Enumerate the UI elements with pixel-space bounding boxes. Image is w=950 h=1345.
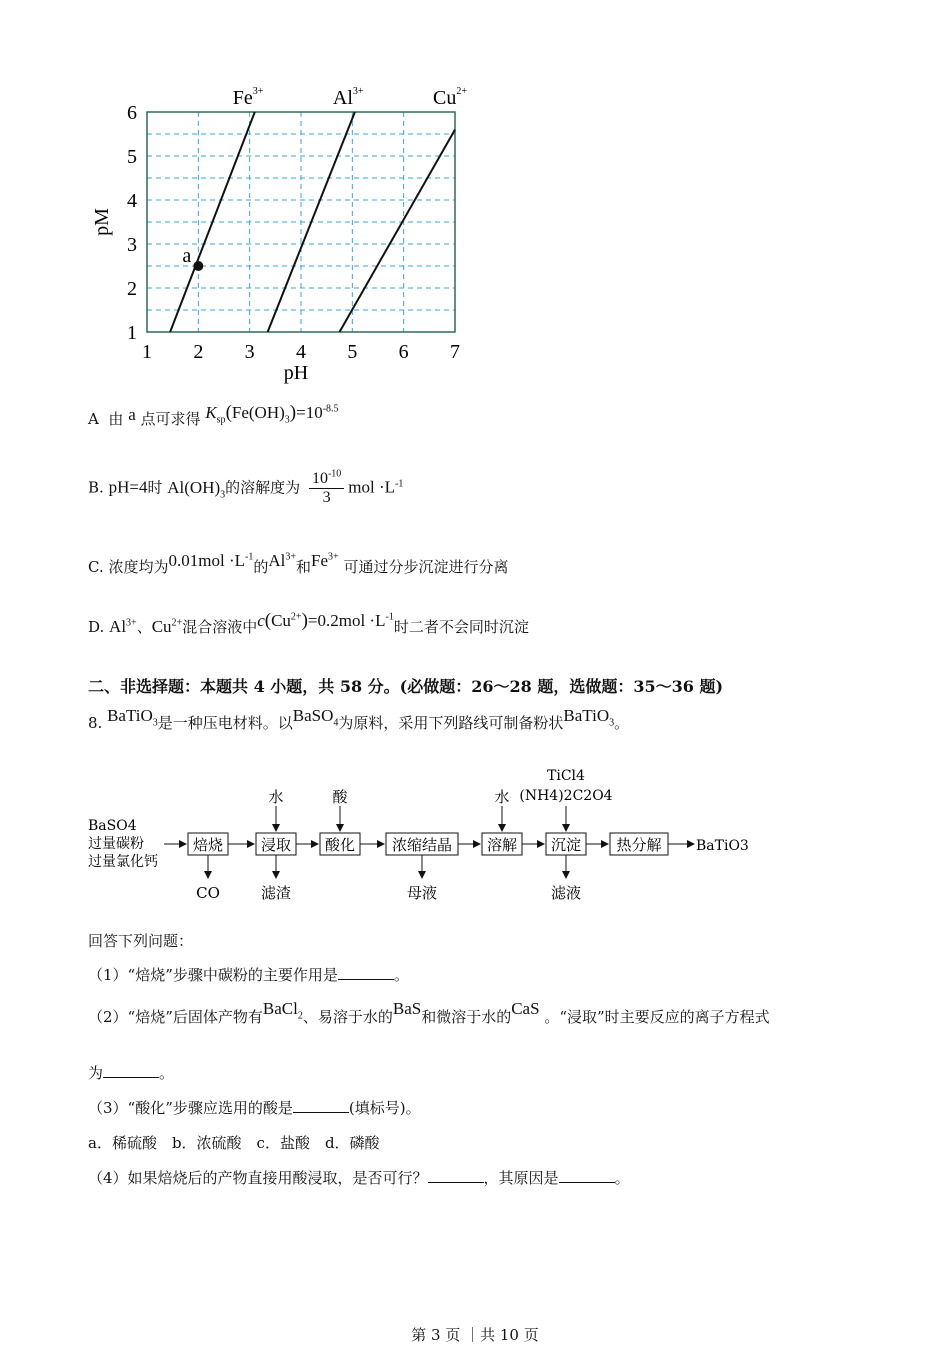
option-d-sep: 、 [136, 618, 152, 636]
option-d-cu2: Cu [271, 611, 291, 630]
option-d-cu [152, 617, 182, 636]
q8-formula-baso4 [292, 706, 339, 729]
series-label-cu: $Cu^{2+}$ [433, 86, 467, 109]
flow-out-filtrate: 滤液 [550, 884, 582, 902]
flow-product: BaTiO3 [696, 838, 749, 854]
flow-step-leach [256, 833, 296, 855]
q8-f2s: 4 [333, 717, 339, 729]
option-c-text2: 的 [253, 558, 269, 576]
page-footer: 第 3 页 ｜共 10 页 [411, 1326, 539, 1344]
q2-text-d: 。“浸取”时主要反应的离子方程式 [544, 1008, 770, 1026]
flow-step-acidify [320, 833, 360, 855]
flow-step-dissolve [482, 833, 522, 855]
option-c-fe [311, 551, 339, 570]
q2-end: 。 [159, 1064, 175, 1082]
option-a-sub3: 3 [284, 414, 290, 426]
option-d-text2: 时二者不会同时沉淀 [393, 618, 529, 636]
q2-text-c: 和微溶于水的 [421, 1008, 512, 1026]
option-c-alc: 3+ [285, 551, 297, 563]
flow-top-acid: 酸 [332, 788, 348, 806]
svg-text:焙烧: 焙烧 [192, 836, 224, 854]
option-b-text1: 时 [147, 478, 163, 497]
question-2-cont [88, 1062, 174, 1083]
question-2 [88, 999, 770, 1027]
option-b-formula [167, 477, 226, 500]
question-3 [88, 1097, 421, 1118]
q2-text-a: （2）“焙烧”后固体产物有 [88, 1008, 263, 1026]
flow-step-roast [188, 833, 228, 855]
option-b-sub3: 3 [220, 488, 226, 500]
option-d-cu2c: 2+ [290, 611, 302, 623]
option-d-alc: 3+ [126, 617, 137, 629]
q4-answer-blank-1[interactable] [428, 1168, 484, 1183]
option-d-cu-text: Cu [151, 617, 172, 636]
option-a-point: a [128, 405, 136, 424]
svg-text:热分解: 热分解 [616, 836, 662, 854]
ph-pm-chart [80, 75, 520, 395]
annotation-label-a: a [182, 245, 192, 267]
q8-f1s: 3 [152, 717, 158, 729]
flow-step-decompose [610, 833, 668, 855]
q1-end: 。 [393, 966, 409, 984]
flow-input-cacl2: 过量氯化钙 [88, 854, 158, 870]
q8-text2: 为原料，采用下列路线可制备粉状 [338, 714, 564, 732]
option-a-sp: sp [216, 414, 226, 426]
option-b [88, 470, 403, 507]
y-tick-label: 4 [127, 190, 137, 212]
option-d-c: c [257, 611, 265, 630]
q2-text-b: 、易溶于水的 [302, 1008, 393, 1026]
option-b-den: 3 [322, 489, 331, 506]
flow-out-co: CO [196, 884, 220, 902]
option-b-unitexp: -1 [395, 478, 404, 490]
option-b-eq4: =4 [129, 477, 148, 497]
option-b-numexp: -10 [327, 468, 342, 480]
option-d-cuc: 2+ [171, 617, 183, 629]
svg-text:浓缩结晶: 浓缩结晶 [391, 836, 453, 854]
x-tick-label: 3 [244, 341, 255, 363]
option-a [88, 402, 339, 430]
option-d-al [109, 617, 137, 636]
x-tick-label: 2 [193, 341, 204, 363]
option-c-conc [169, 551, 254, 570]
chart-annotations [182, 245, 203, 271]
flow-input-carbon: 过量碳粉 [88, 836, 144, 852]
q8-number: 8. [88, 714, 103, 732]
q8-text1: 是一种压电材料。以 [157, 714, 293, 732]
q4-text: （4）如果焙烧后的产物直接用酸浸取，是否可行？ [88, 1169, 428, 1187]
x-tick-label: 1 [142, 341, 152, 363]
option-c-concexp: -1 [245, 551, 254, 563]
section-title: 二、非选择题：本题共 4 小题，共 58 分。(必做题：26～28 题，选做题：35～36 题) [88, 677, 724, 696]
option-a-k: K [205, 403, 217, 422]
flow-out-residue: 滤渣 [260, 884, 292, 902]
question-1 [88, 964, 409, 985]
option-a-prefix: A [88, 410, 99, 428]
svg-text:沉淀: 沉淀 [550, 836, 582, 854]
option-b-aloh: Al(OH) [167, 477, 221, 497]
question-4 [88, 1167, 630, 1188]
svg-text:浸取: 浸取 [260, 836, 292, 854]
option-c-prefix: C. [88, 558, 104, 576]
option-c-text3: 和 [296, 558, 312, 576]
q4-mid: ，其原因是 [483, 1169, 559, 1187]
series-label-fe: $Fe^{3+}$ [232, 86, 264, 109]
x-tick-label: 7 [450, 341, 460, 363]
q3-text: （3）“酸化”步骤应选用的酸是 [88, 1099, 293, 1117]
option-b-num: 10 [311, 470, 328, 487]
series-line-al [268, 112, 355, 332]
q8-f2: BaSO [292, 706, 334, 725]
option-d [88, 610, 529, 638]
q8-f3: BaTiO [563, 706, 610, 725]
chart-grid [147, 112, 455, 332]
q8-formula-batio3-2 [563, 706, 615, 729]
series-line-fe [170, 112, 255, 332]
option-d-eqexp: -1 [385, 611, 394, 623]
option-c-fec: 3+ [328, 551, 339, 563]
y-axis-label: pM [91, 208, 113, 236]
q8-f3s: 3 [609, 717, 615, 729]
option-b-fraction [309, 470, 344, 507]
series-label-al: $Al^{3+}$ [332, 86, 364, 109]
q2-f1: BaCl [262, 999, 298, 1018]
q2-text-e: 为 [88, 1064, 104, 1082]
y-tick-label: 1 [127, 322, 137, 344]
q2-f1s: 2 [297, 1010, 303, 1022]
option-a-text: 由 [108, 410, 124, 428]
q4-answer-blank-2[interactable] [559, 1168, 615, 1183]
y-tick-label: 6 [127, 102, 137, 124]
q2-formula-bas: BaS [392, 999, 422, 1018]
flow-step-precipitate [546, 833, 586, 855]
option-a-eq: =10 [296, 403, 323, 422]
option-c-text4: 可通过分步沉淀进行分离 [343, 558, 509, 576]
q1-text: （1）“焙烧”步骤中碳粉的主要作用是 [88, 966, 338, 984]
svg-text:酸化: 酸化 [324, 836, 356, 854]
flow-top-water-2: 水 [494, 788, 510, 806]
chart-series-labels [233, 86, 468, 109]
option-d-text1: 混合溶液中 [182, 618, 258, 636]
q2-formula-bacl2 [262, 999, 303, 1022]
option-c-al [268, 551, 296, 570]
option-c-conc-text: 0.01mol ·L [168, 551, 246, 570]
x-tick-label: 5 [347, 341, 358, 363]
y-tick-label: 2 [127, 278, 137, 300]
flow-out-mother-liquor: 母液 [406, 884, 438, 902]
q3-end: (填标号)。 [348, 1099, 421, 1117]
option-d-al-text: Al [109, 617, 127, 636]
option-b-prefix: B. [88, 478, 104, 497]
question-8-stem [88, 706, 630, 733]
option-c-al-text: Al [268, 551, 286, 570]
option-b-ph: pH [108, 477, 130, 497]
option-d-formula: $c(Cu^{2+})=0.2mol \cdot L^{-1}$ [257, 610, 394, 631]
chart-ticks [127, 102, 460, 363]
x-tick-label: 4 [296, 341, 306, 363]
questions-intro: 回答下列问题： [88, 932, 194, 950]
x-tick-label: 6 [398, 341, 409, 363]
option-a-formula: $K_{sp}(Fe(OH)_3)=10^{-8.5}$ [205, 402, 339, 426]
option-a-text2: 点可求得 [140, 410, 201, 428]
series-line-cu [340, 130, 456, 332]
option-a-feoh: Fe(OH) [231, 403, 285, 422]
q3-answer-blank[interactable] [293, 1098, 349, 1113]
flow-top-water-1: 水 [268, 788, 284, 806]
q8-formula-batio3 [107, 706, 158, 729]
q8-f1: BaTiO [107, 706, 153, 725]
annotation-point-a [193, 261, 203, 271]
option-c-fe-text: Fe [311, 551, 329, 570]
q4-end: 。 [614, 1169, 630, 1187]
flow-top-ticl4: TiCl4 [547, 768, 585, 784]
option-d-prefix: D. [88, 618, 105, 636]
flow-input-baso4: BaSO4 [88, 818, 137, 834]
flow-step-concentrate [386, 833, 458, 855]
q2-formula-cas: CaS [511, 999, 540, 1018]
question-3-options: a．稀硫酸 b．浓硫酸 c．盐酸 d．磷酸 [88, 1134, 380, 1152]
q1-answer-blank[interactable] [338, 965, 394, 980]
option-b-text2: 的溶解度为 [225, 478, 301, 497]
x-axis-label: pH [283, 362, 309, 384]
svg-text:溶解: 溶解 [486, 836, 518, 854]
option-d-eq: =0.2mol ·L [307, 611, 386, 630]
y-tick-label: 3 [127, 234, 137, 256]
q8-text3: 。 [614, 714, 630, 732]
option-b-unit: mol ·L [348, 477, 396, 497]
process-flow-diagram [80, 760, 780, 910]
option-c [88, 551, 509, 577]
flow-top-oxalate: (NH4)2C2O4 [519, 788, 613, 804]
option-a-exp: -8.5 [322, 403, 339, 415]
y-tick-label: 5 [127, 146, 137, 168]
q2-answer-blank[interactable] [103, 1063, 159, 1078]
option-c-text1: 浓度均为 [108, 558, 169, 576]
